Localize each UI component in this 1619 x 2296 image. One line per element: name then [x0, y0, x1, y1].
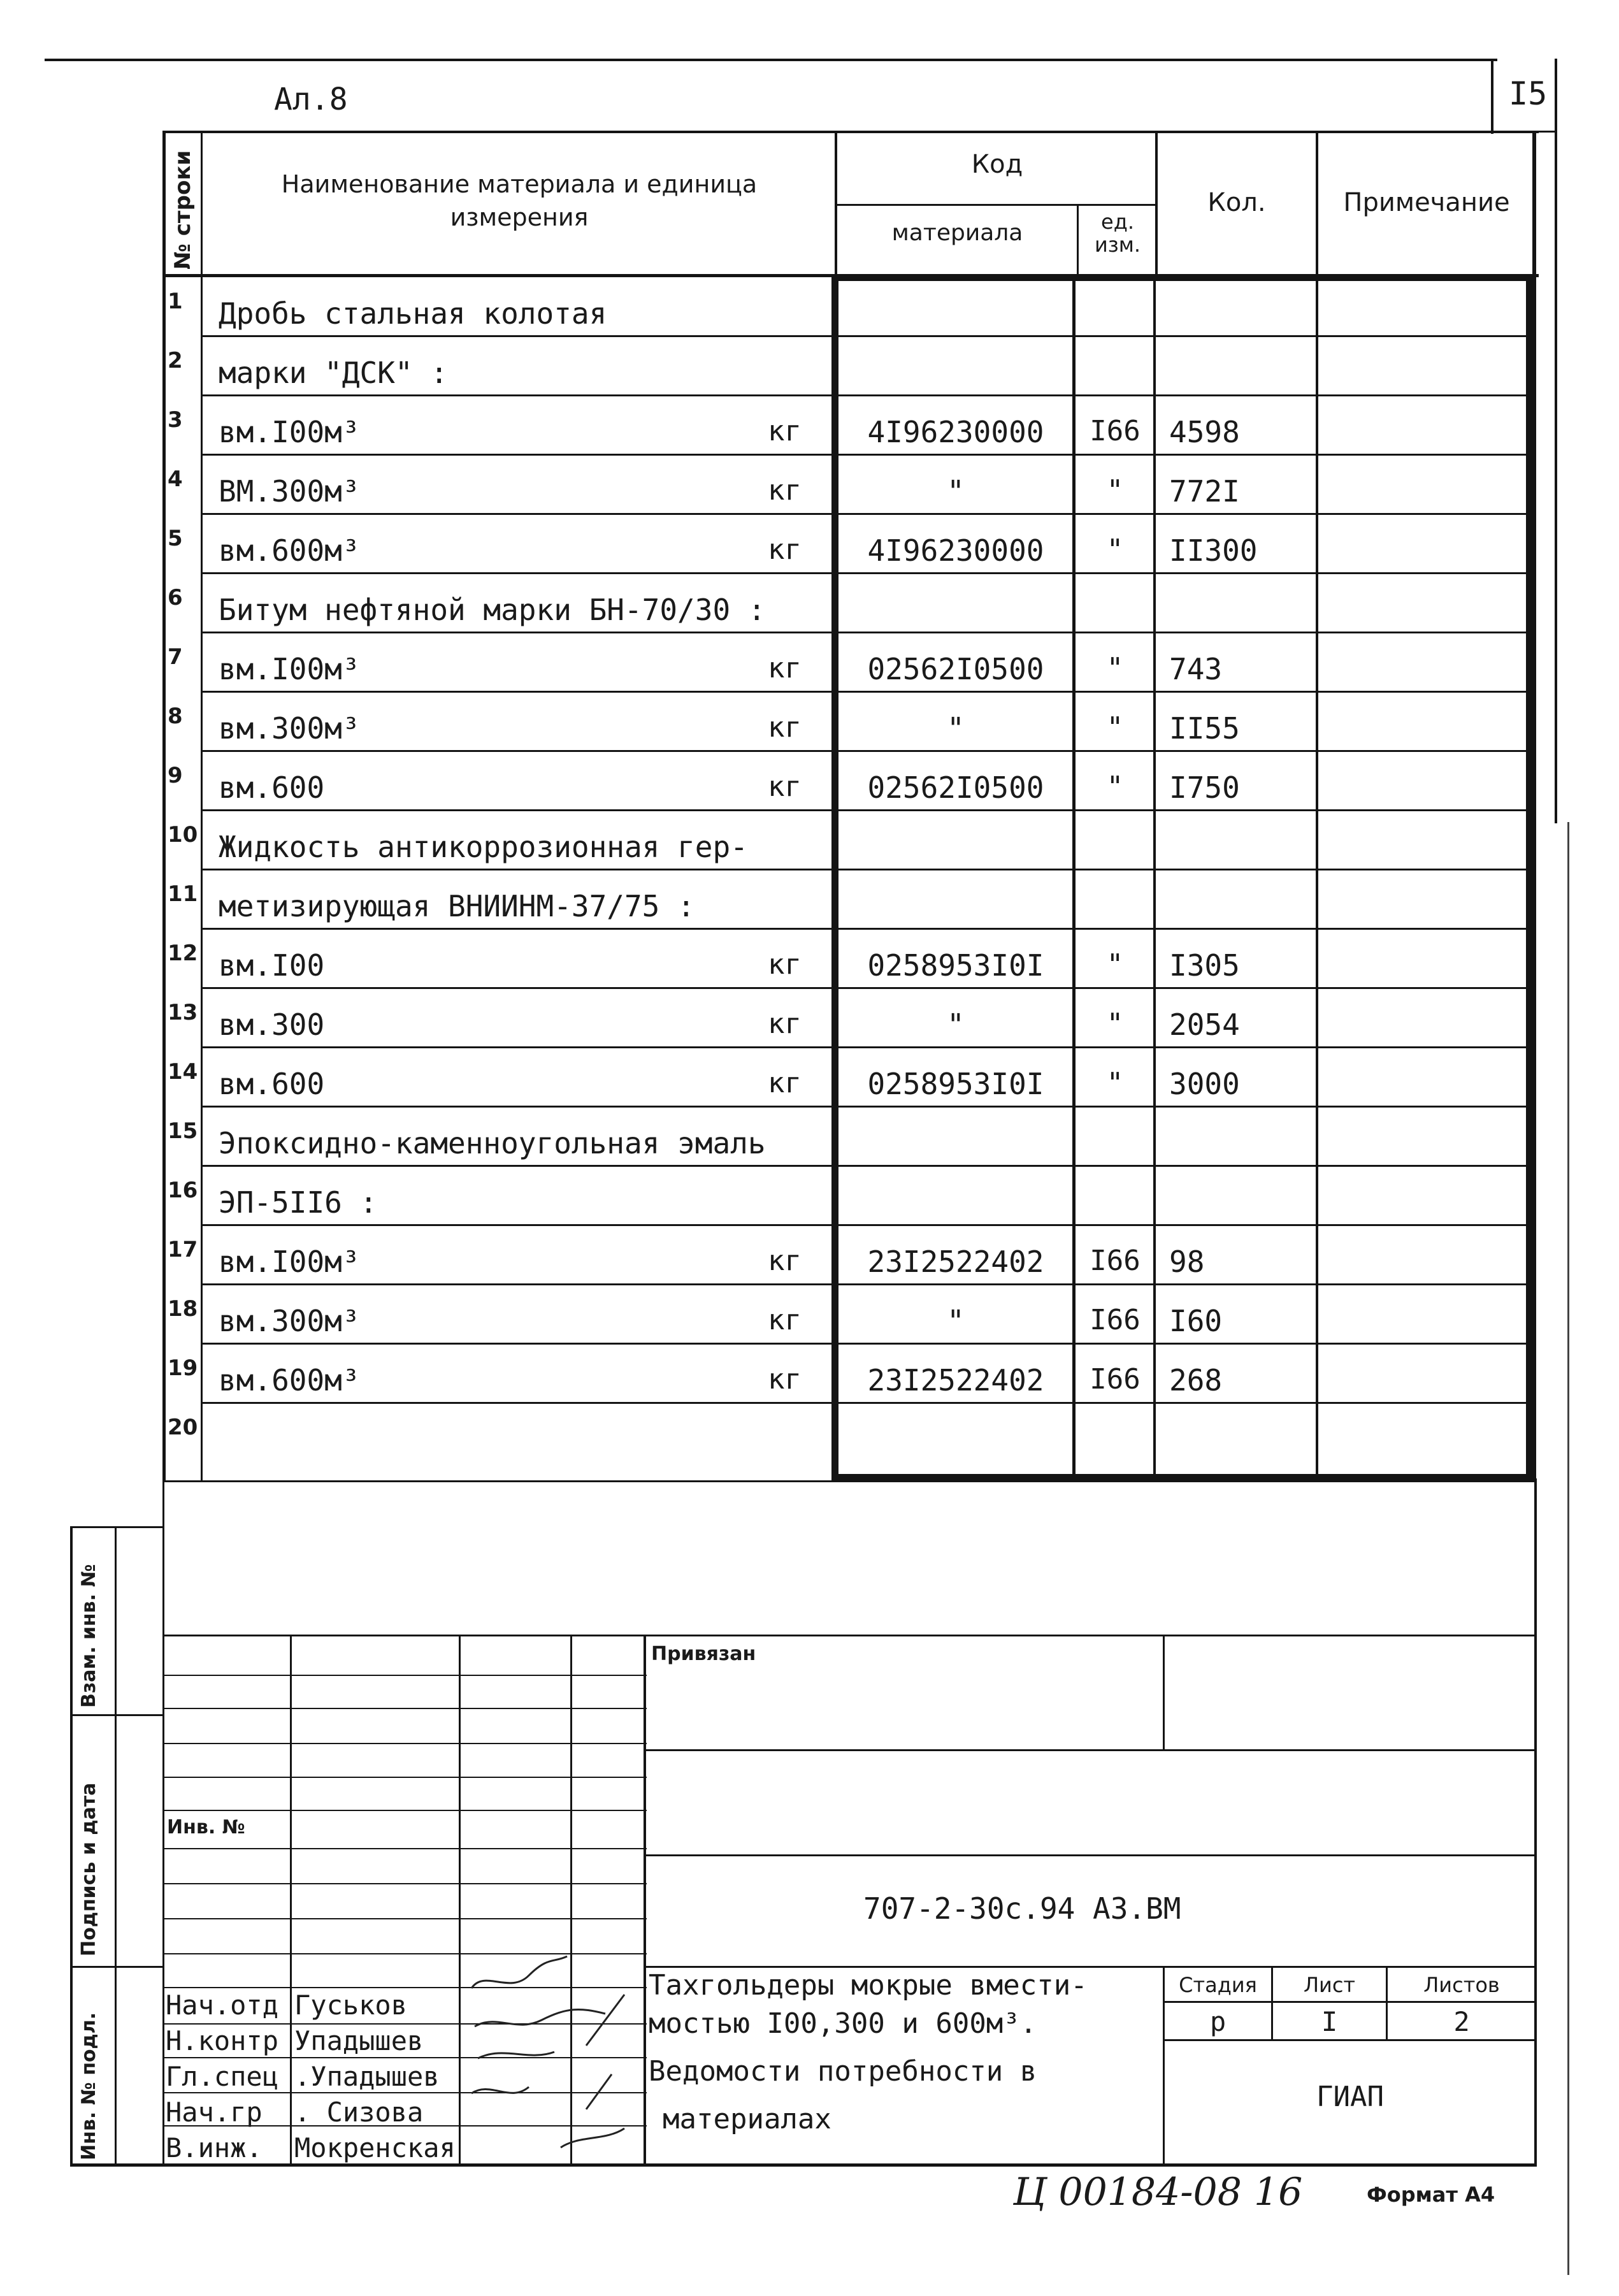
table-row — [162, 633, 1532, 692]
material-name: ВМ.300м³ — [219, 474, 360, 509]
title-line-1: Тахгольдеры мокрые вмести- — [649, 1969, 1088, 2002]
material-name: вм.I00м³ — [219, 1245, 360, 1279]
material-name: вм.600 — [219, 1067, 325, 1101]
header-name: Наименование материала и единица измерения — [281, 170, 758, 231]
table-row — [162, 396, 1532, 455]
sheets-value: 2 — [1453, 2006, 1470, 2037]
row-number: 11 — [168, 881, 198, 907]
unit-cell: кг — [768, 1067, 802, 1099]
top-border-line — [45, 59, 1497, 61]
material-code: 23I2522402 — [867, 1363, 1044, 1397]
header-note: Примечание — [1343, 188, 1510, 217]
handwritten-code: Ц 00184-08 16 — [1013, 2170, 1303, 2214]
table-row — [162, 336, 1532, 396]
unit-cell: кг — [768, 652, 802, 684]
material-name: ЭП-5II6 : — [219, 1185, 378, 1220]
table-row — [162, 455, 1532, 514]
stamp-right-line — [1534, 1478, 1537, 2167]
signer-name: Гуськов — [294, 1989, 408, 2021]
material-name: метизирующая ВНИИНМ-37/75 : — [219, 889, 695, 923]
material-code: 4I96230000 — [867, 533, 1044, 568]
unit-cell: кг — [768, 533, 802, 566]
table-row — [162, 1048, 1532, 1107]
header-qty: Кол. — [1207, 188, 1266, 217]
material-name: Эпоксидно-каменноугольная эмаль — [219, 1126, 766, 1160]
signer-name: . Сизова — [294, 2097, 424, 2128]
material-code: 02562I0500 — [867, 652, 1044, 686]
sheets-label: Листов — [1423, 1973, 1500, 1997]
unit-code: " — [1106, 1067, 1124, 1099]
row-number: 20 — [168, 1415, 198, 1440]
quantity: 268 — [1169, 1363, 1223, 1397]
material-name: вм.300м³ — [219, 711, 360, 746]
material-code: 0258953I0I — [867, 1067, 1044, 1101]
title-line-4: материалах — [663, 2103, 831, 2135]
side-label-inv: Инв. № подл. — [78, 2012, 100, 2160]
material-name: вм.I00м³ — [219, 415, 360, 449]
row-number: 5 — [168, 526, 183, 551]
stage-label: Стадия — [1179, 1973, 1257, 1997]
row-number: 9 — [168, 763, 183, 788]
row-number: 8 — [168, 704, 183, 729]
unit-cell: кг — [768, 474, 802, 507]
quantity: 98 — [1169, 1245, 1205, 1279]
side-panel-left — [70, 1526, 73, 2167]
inv-label: Инв. № — [167, 1816, 245, 1838]
quantity: I750 — [1169, 770, 1240, 805]
table-row — [162, 514, 1532, 574]
row-number: 16 — [168, 1178, 198, 1203]
quantity: 4598 — [1169, 415, 1240, 449]
unit-code: " — [1106, 711, 1124, 744]
table-row — [162, 574, 1532, 633]
quantity: I60 — [1169, 1304, 1223, 1338]
table-row — [162, 811, 1532, 870]
material-code: 4I96230000 — [867, 415, 1044, 449]
materials-table — [162, 131, 1539, 1482]
unit-cell: кг — [768, 1304, 802, 1336]
unit-code: " — [1106, 533, 1124, 566]
privyazan-label: Привязан — [651, 1643, 756, 1665]
signer-role: Н.контр — [166, 2025, 279, 2056]
quantity: I305 — [1169, 948, 1240, 983]
unit-code: I66 — [1090, 1304, 1140, 1336]
row-number: 13 — [168, 1000, 198, 1025]
unit-code: I66 — [1090, 1245, 1140, 1277]
side-label-podpis: Подпись и дата — [78, 1782, 100, 1956]
header-code-material: материала — [891, 220, 1023, 246]
quantity: II55 — [1169, 711, 1240, 746]
material-code: 0258953I0I — [867, 948, 1044, 983]
row-number: 18 — [168, 1296, 198, 1322]
signer-role: Гл.спец — [166, 2061, 279, 2092]
row-number: 6 — [168, 585, 183, 610]
quantity: II300 — [1169, 533, 1258, 568]
unit-cell: кг — [768, 1245, 802, 1277]
material-name: вм.600м³ — [219, 533, 360, 568]
header-row-no: № строки — [170, 150, 196, 270]
stage-value: р — [1209, 2006, 1227, 2037]
sheet-label: Лист — [1303, 1973, 1356, 1997]
format-label: Формат А4 — [1367, 2183, 1495, 2207]
signer-role: В.инж. — [166, 2132, 263, 2163]
row-number: 15 — [168, 1118, 198, 1144]
title-line-3: Ведомости потребности в — [649, 2055, 1037, 2088]
unit-code: " — [1106, 652, 1124, 684]
table-row — [162, 1225, 1532, 1285]
page-number-box-left — [1491, 59, 1493, 134]
row-number: 14 — [168, 1059, 198, 1085]
header-code: Код — [971, 150, 1023, 179]
unit-cell: кг — [768, 770, 802, 803]
table-row — [162, 1344, 1532, 1403]
stamp-left-line — [162, 1478, 164, 2167]
quantity: 743 — [1169, 652, 1223, 686]
table-row — [162, 870, 1532, 929]
signer-role: Нач.гр — [166, 2097, 263, 2128]
material-name: вм.600м³ — [219, 1363, 360, 1397]
table-row — [162, 1285, 1532, 1344]
row-number: 3 — [168, 407, 183, 433]
material-code: " — [947, 1007, 965, 1042]
page-number: I5 — [1509, 75, 1548, 112]
quantity: 772I — [1169, 474, 1240, 509]
unit-code: " — [1106, 1007, 1124, 1040]
table-row — [162, 1403, 1532, 1462]
signer-name: Мокренская — [294, 2132, 456, 2163]
quantity: 3000 — [1169, 1067, 1240, 1101]
organization: ГИАП — [1316, 2081, 1384, 2113]
material-name: Жидкость антикоррозионная гер- — [219, 830, 748, 864]
row-number: 17 — [168, 1237, 198, 1262]
unit-cell: кг — [768, 415, 802, 447]
header-code-unit: ед. изм. — [1094, 210, 1141, 257]
unit-code: I66 — [1090, 415, 1140, 447]
unit-cell: кг — [768, 1007, 802, 1040]
material-name: Дробь стальная колотая — [219, 296, 607, 331]
side-panel-mid — [115, 1526, 117, 2167]
material-code: 23I2522402 — [867, 1245, 1044, 1279]
unit-code: " — [1106, 948, 1124, 981]
material-name: вм.I00 — [219, 948, 325, 983]
table-row — [162, 1107, 1532, 1166]
table-row — [162, 1166, 1532, 1225]
table-row — [162, 751, 1532, 811]
signer-name: .Упадышев — [294, 2061, 440, 2092]
unit-cell: кг — [768, 1363, 802, 1396]
row-number: 4 — [168, 466, 183, 492]
material-name: вм.300 — [219, 1007, 325, 1042]
right-margin-line — [1555, 59, 1557, 823]
row-number: 7 — [168, 644, 183, 670]
table-row — [162, 692, 1532, 751]
unit-code: " — [1106, 474, 1124, 507]
material-name: вм.I00м³ — [219, 652, 360, 686]
unit-cell: кг — [768, 711, 802, 744]
stamp-top-line — [162, 1635, 1536, 1636]
row-number: 10 — [168, 822, 198, 848]
signer-role: Нач.отд — [166, 1989, 279, 2021]
unit-cell: кг — [768, 948, 802, 981]
table-row — [162, 929, 1532, 988]
signature-marks — [459, 1950, 650, 2167]
table-row — [162, 277, 1532, 336]
material-name: вм.300м³ — [219, 1304, 360, 1338]
row-number: 12 — [168, 941, 198, 966]
side-label-vzam: Взам. инв. № — [78, 1564, 100, 1708]
row-number: 2 — [168, 348, 183, 373]
material-name: марки "ДСК" : — [219, 356, 449, 390]
unit-code: I66 — [1090, 1363, 1140, 1396]
row-number: 19 — [168, 1355, 198, 1381]
table-row — [162, 988, 1532, 1048]
right-edge-line — [1567, 822, 1569, 2275]
document-code: 707-2-30с.94 АЗ.ВМ — [863, 1891, 1181, 1926]
row-number: 1 — [168, 289, 183, 314]
quantity: 2054 — [1169, 1007, 1240, 1042]
album-label: Ал.8 — [274, 82, 348, 117]
material-name: вм.600 — [219, 770, 325, 805]
material-code: " — [947, 474, 965, 509]
title-line-2: мостью I00,300 и 600м³. — [649, 2007, 1037, 2040]
material-code: " — [947, 711, 965, 746]
signer-name: Упадышев — [294, 2025, 424, 2056]
material-name: Битум нефтяной марки БН-70/30 : — [219, 593, 766, 627]
material-code: " — [947, 1304, 965, 1338]
unit-code: " — [1106, 770, 1124, 803]
sheet-value: I — [1321, 2006, 1338, 2037]
material-code: 02562I0500 — [867, 770, 1044, 805]
